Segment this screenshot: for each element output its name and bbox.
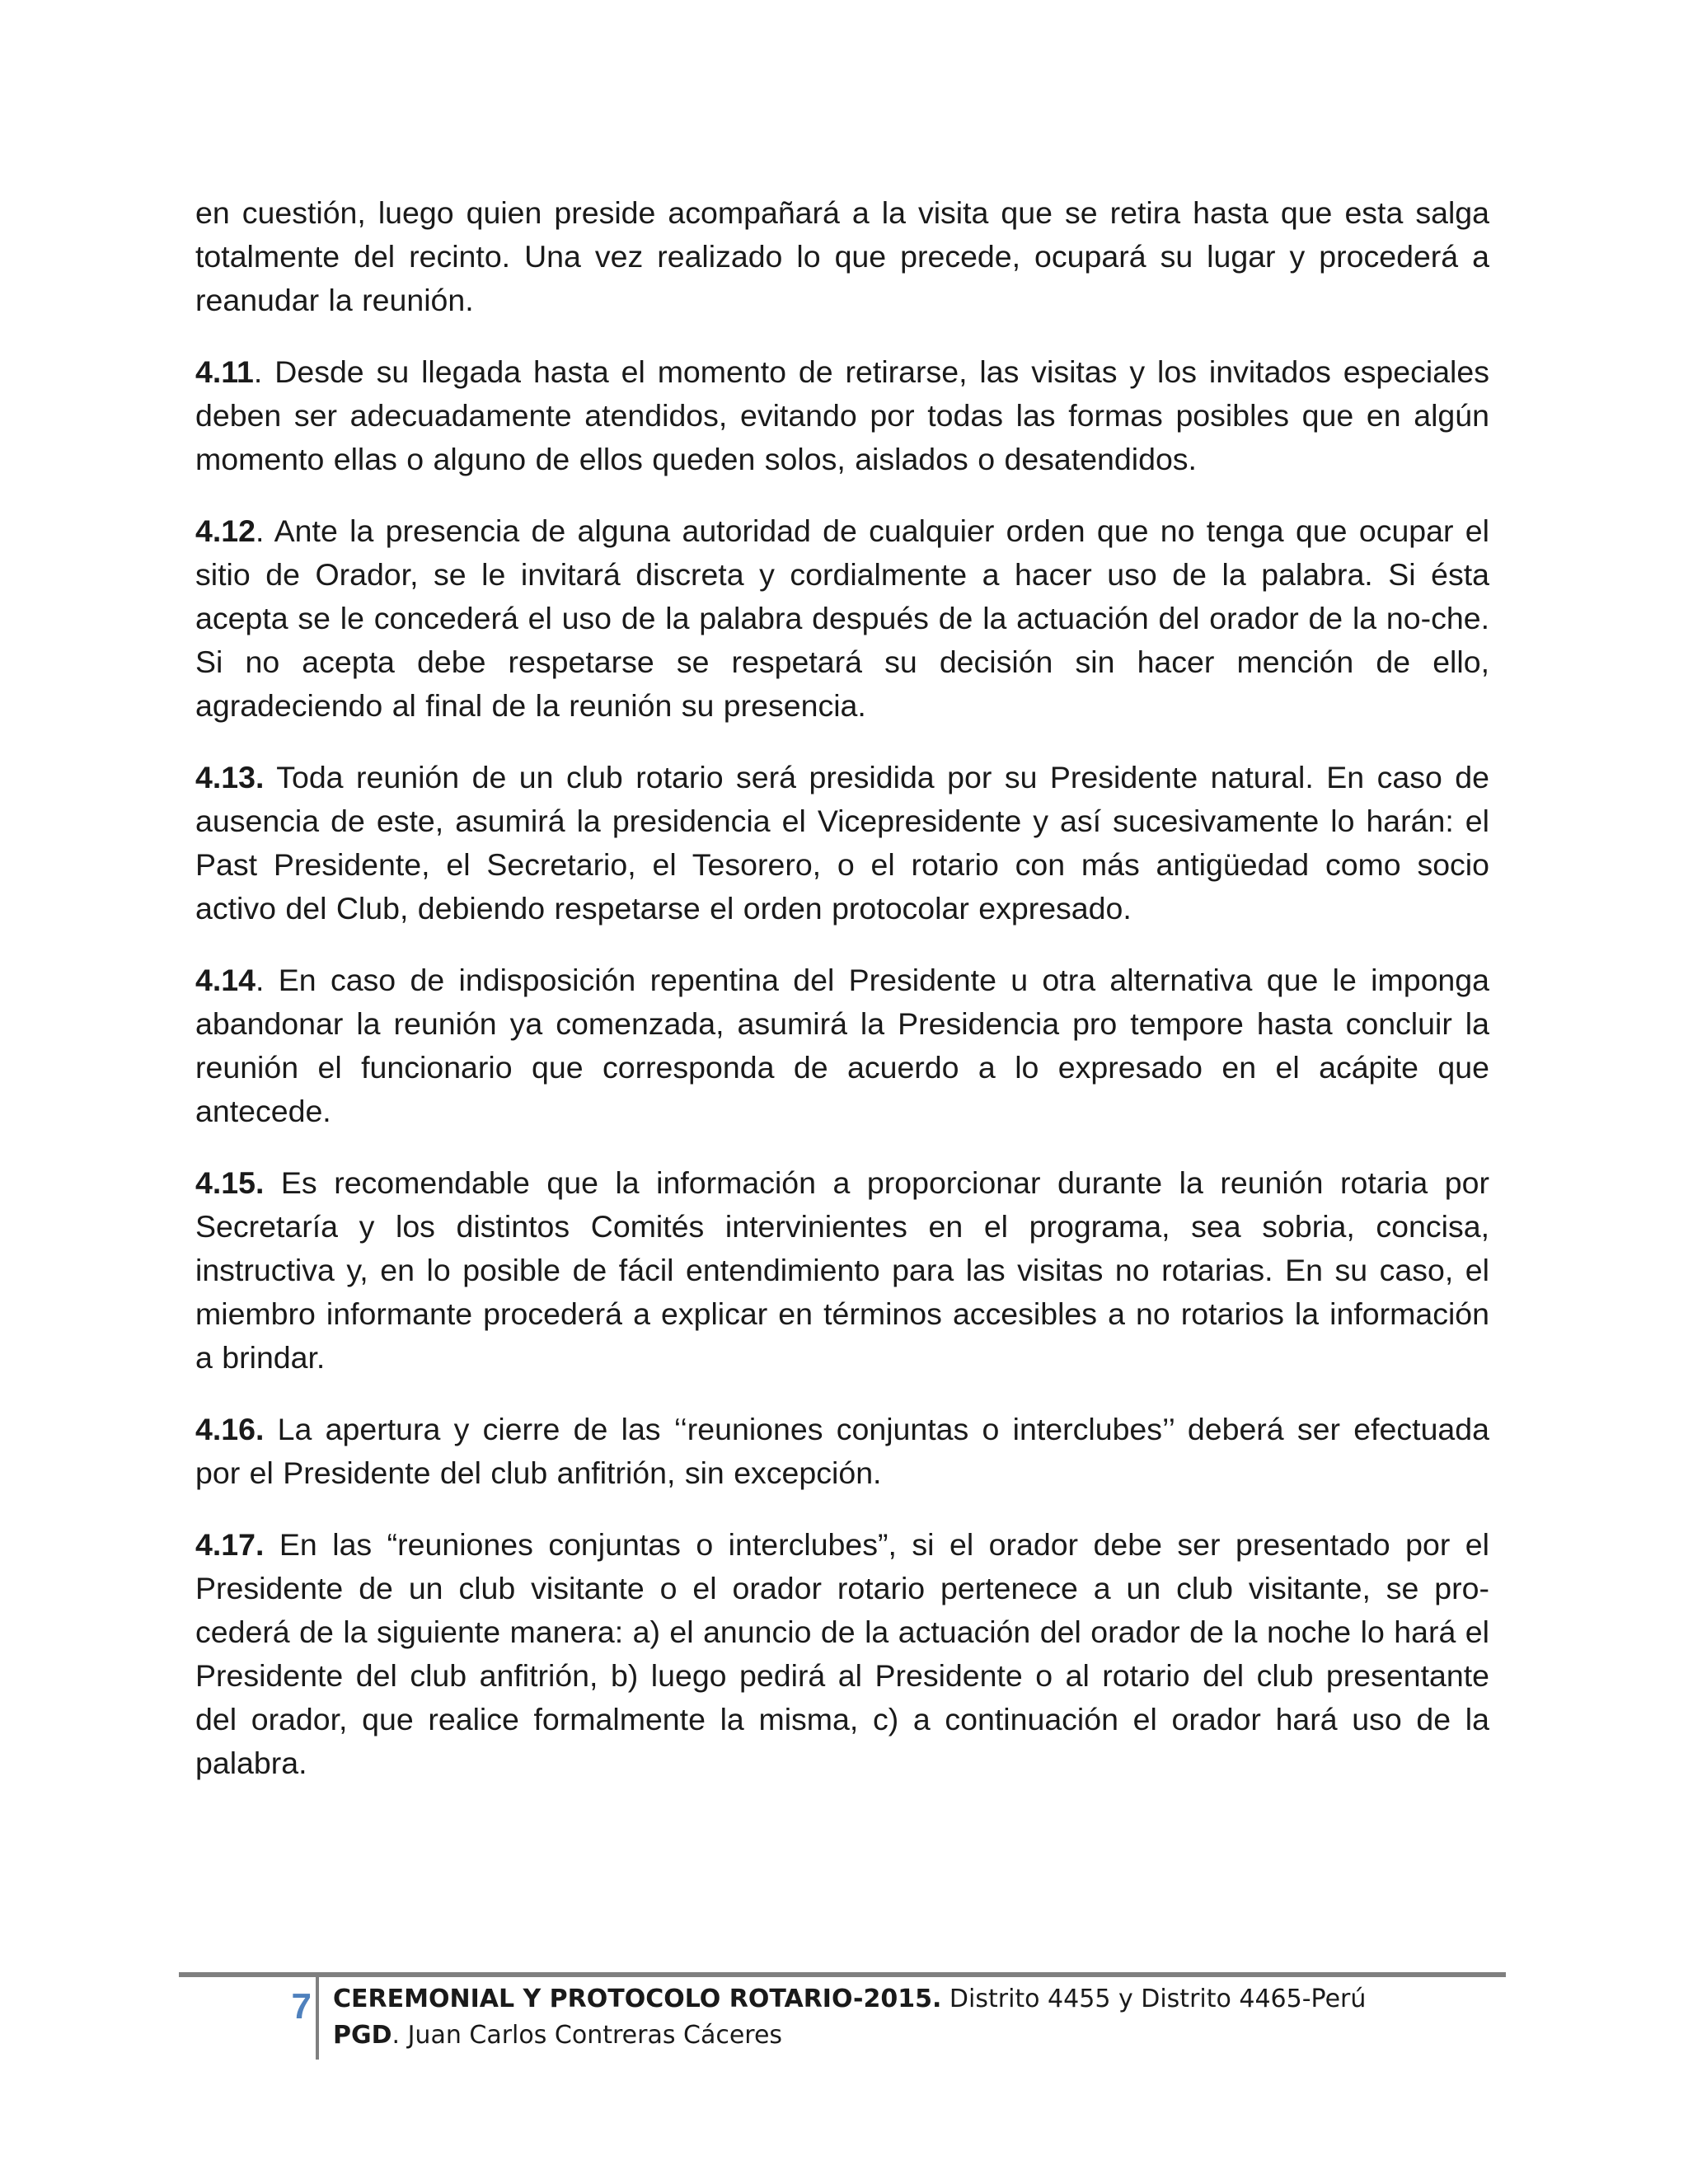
- section-number: 4.15.: [195, 1165, 265, 1200]
- paragraph-4-16: [195, 1408, 1489, 1495]
- footer-divider: [316, 1977, 319, 2060]
- paragraph-4-11: [195, 350, 1489, 481]
- footer-rule: [179, 1972, 1506, 1977]
- footer-text: [333, 1981, 1366, 2054]
- footer-line-author: [333, 2018, 1366, 2054]
- section-number: 4.12: [195, 513, 256, 548]
- footer-document-title: CEREMONIAL Y PROTOCOLO ROTARIO-2015.: [333, 1985, 942, 2013]
- paragraph-text: En las “reuniones conjuntas o interclubes”, si el orador debe ser presentado por el Presidente de un club visitante o el orador rotario pertenece a un club visitante, se pro-cederá de la siguiente manera: a) el anuncio de la actuación del orador de la noche lo hará el Presidente del club anfitrión, b) luego pedirá al Presidente o al rotario del club presentante del orador, que realice formalmente la misma, c) a continuación el orador hará uso de la palabra.: [195, 1527, 1489, 1780]
- section-number: 4.17.: [195, 1527, 265, 1562]
- paragraph-4-12: [195, 509, 1489, 728]
- paragraph-continuation: [195, 191, 1489, 322]
- footer-districts: Distrito 4455 y Distrito 4465-Perú: [941, 1985, 1367, 2013]
- paragraph-4-15: [195, 1161, 1489, 1380]
- footer-author-title: PGD: [333, 2021, 392, 2050]
- document-body: [195, 191, 1489, 1813]
- paragraph-4-14: [195, 958, 1489, 1133]
- section-number: 4.16.: [195, 1412, 265, 1446]
- paragraph-4-17: [195, 1523, 1489, 1785]
- paragraph-text: . Desde su llegada hasta el momento de retirarse, las visitas y los invitados especiales deben ser adecuadamente atendidos, evitando por todas las formas posibles que en algún momento ellas o alguno de ellos queden solos, aislados o desatendidos.: [195, 354, 1489, 476]
- footer-author-name: . Juan Carlos Contreras Cáceres: [392, 2021, 783, 2050]
- paragraph-text: . En caso de indisposición repentina del Presidente u otra alternativa que le imponga abandonar la reunión ya comenzada, asumirá la Presidencia pro tempore hasta concluir la reunión el funcionario que corresponda de acuerdo a lo expresado en el acápite que antecede.: [195, 963, 1489, 1128]
- paragraph-4-13: [195, 756, 1489, 930]
- footer-line-title: [333, 1981, 1366, 2018]
- paragraph-text: La apertura y cierre de las ‘‘reuniones conjuntas o interclubes’’ deberá ser efectuada por el Presidente del club anfitrión, sin excepción.: [195, 1412, 1489, 1490]
- paragraph-text: . Ante la presencia de alguna autoridad de cualquier orden que no tenga que ocupar el sitio de Orador, se le invitará discreta y cordialmente a hacer uso de la palabra. Si ésta acepta se le concederá el uso de la palabra después de la actuación del orador de la no-che. Si no acepta debe respetarse se respetará su decisión sin hacer mención de ello, agradeciendo al final de la reunión su presencia.: [195, 513, 1489, 723]
- paragraph-text: en cuestión, luego quien preside acompañará a la visita que se retira hasta que esta salga totalmente del recinto. Una vez realizado lo que precede, ocupará su lugar y procederá a reanudar la reunión.: [195, 195, 1489, 317]
- page-number: 7: [291, 1986, 312, 2027]
- paragraph-text: Toda reunión de un club rotario será presidida por su Presidente natural. En caso de ausencia de este, asumirá la presidencia el Vicepresidente y así sucesivamente lo harán: el Past Presidente, el Secretario, el Tesorero, o el rotario con más antigüedad como socio activo del Club, debiendo respetarse el orden protocolar expresado.: [195, 760, 1489, 926]
- section-number: 4.14: [195, 963, 256, 997]
- section-number: 4.11: [195, 354, 254, 389]
- paragraph-text: Es recomendable que la información a proporcionar durante la reunión rotaria por Secretaría y los distintos Comités intervinientes en el programa, sea sobria, concisa, instructiva y, en lo posible de fácil entendimiento para las visitas no rotarias. En su caso, el miembro informante procederá a explicar en términos accesibles a no rotarios la información a brindar.: [195, 1165, 1489, 1375]
- section-number: 4.13.: [195, 760, 265, 794]
